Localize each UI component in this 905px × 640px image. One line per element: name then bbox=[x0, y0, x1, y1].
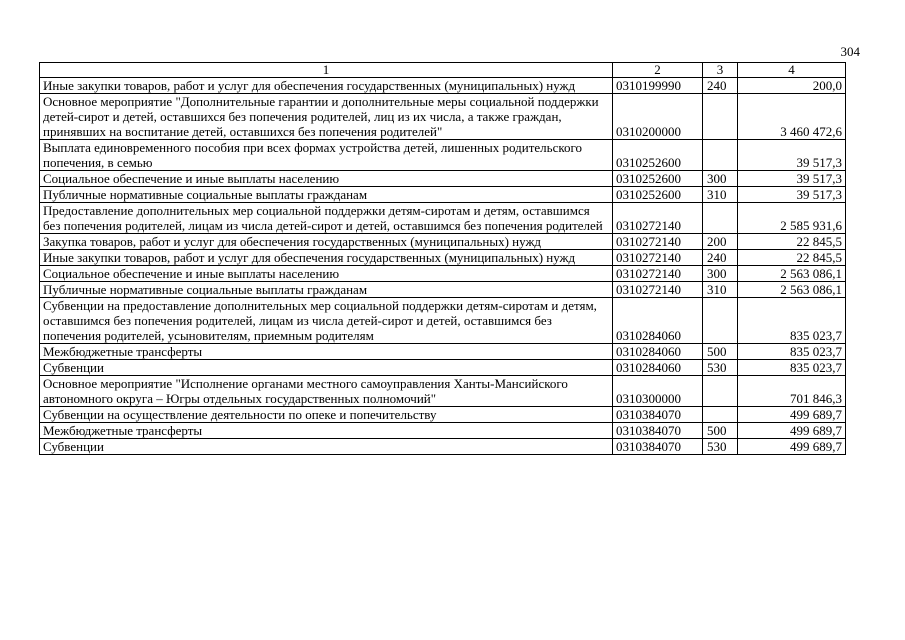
row-name-cell: Субвенции bbox=[40, 439, 613, 455]
row-name-cell: Иные закупки товаров, работ и услуг для обеспечения государственных (муниципальных) нужд bbox=[40, 78, 613, 94]
row-target-article-cell: 0310252600 bbox=[613, 187, 703, 203]
table-row bbox=[40, 187, 846, 203]
row-expense-type-cell: 300 bbox=[703, 266, 738, 282]
row-name-cell: Публичные нормативные социальные выплаты гражданам bbox=[40, 187, 613, 203]
row-name-cell: Субвенции bbox=[40, 360, 613, 376]
row-name-cell: Публичные нормативные социальные выплаты гражданам bbox=[40, 282, 613, 298]
row-expense-type-cell: 300 bbox=[703, 171, 738, 187]
row-amount-cell: 22 845,5 bbox=[738, 234, 846, 250]
table-row bbox=[40, 78, 846, 94]
row-name-cell: Основное мероприятие "Дополнительные гарантии и дополнительные меры социальной поддержки детей-сирот и детей, оставшихся без попечения родителей, лиц из их числа, а также граждан, принявших на воспитание детей, оставшихся без попечения родителей" bbox=[40, 94, 613, 140]
row-target-article-cell: 0310272140 bbox=[613, 250, 703, 266]
row-amount-cell: 2 585 931,6 bbox=[738, 203, 846, 234]
row-expense-type-cell: 240 bbox=[703, 78, 738, 94]
row-target-article-cell: 0310272140 bbox=[613, 234, 703, 250]
table-row bbox=[40, 298, 846, 344]
row-amount-cell: 39 517,3 bbox=[738, 187, 846, 203]
row-target-article-cell: 0310284060 bbox=[613, 360, 703, 376]
row-expense-type-cell: 200 bbox=[703, 234, 738, 250]
table-row bbox=[40, 250, 846, 266]
row-expense-type-cell: 500 bbox=[703, 344, 738, 360]
row-name-cell: Субвенции на предоставление дополнительных мер социальной поддержки детям-сиротам и детям, оставшимся без попечения родителей, лицам из числа детей-сирот и детей, оставшимся без попечения родителей, усыновителям, приемным родителям bbox=[40, 298, 613, 344]
row-amount-cell: 835 023,7 bbox=[738, 360, 846, 376]
row-target-article-cell: 0310284060 bbox=[613, 344, 703, 360]
table-row bbox=[40, 234, 846, 250]
row-expense-type-cell bbox=[703, 140, 738, 171]
table-row bbox=[40, 360, 846, 376]
row-amount-cell: 835 023,7 bbox=[738, 298, 846, 344]
header-col-4: 4 bbox=[738, 63, 846, 78]
table-row bbox=[40, 140, 846, 171]
row-expense-type-cell: 310 bbox=[703, 282, 738, 298]
header-col-2: 2 bbox=[613, 63, 703, 78]
page-number: 304 bbox=[840, 44, 860, 59]
header-col-3: 3 bbox=[703, 63, 738, 78]
table-row bbox=[40, 282, 846, 298]
row-amount-cell: 3 460 472,6 bbox=[738, 94, 846, 140]
row-target-article-cell: 0310272140 bbox=[613, 282, 703, 298]
row-amount-cell: 2 563 086,1 bbox=[738, 266, 846, 282]
row-name-cell: Субвенции на осуществление деятельности по опеке и попечительству bbox=[40, 407, 613, 423]
row-name-cell: Социальное обеспечение и иные выплаты населению bbox=[40, 171, 613, 187]
row-amount-cell: 39 517,3 bbox=[738, 171, 846, 187]
row-target-article-cell: 0310200000 bbox=[613, 94, 703, 140]
budget-table bbox=[39, 62, 846, 455]
row-expense-type-cell: 310 bbox=[703, 187, 738, 203]
row-amount-cell: 499 689,7 bbox=[738, 407, 846, 423]
row-amount-cell: 835 023,7 bbox=[738, 344, 846, 360]
row-expense-type-cell bbox=[703, 94, 738, 140]
row-target-article-cell: 0310252600 bbox=[613, 171, 703, 187]
row-name-cell: Межбюджетные трансферты bbox=[40, 344, 613, 360]
row-name-cell: Основное мероприятие "Исполнение органами местного самоуправления Ханты-Мансийского автономного округа – Югры отдельных государственных полномочий" bbox=[40, 376, 613, 407]
row-amount-cell: 200,0 bbox=[738, 78, 846, 94]
row-expense-type-cell bbox=[703, 407, 738, 423]
row-expense-type-cell: 240 bbox=[703, 250, 738, 266]
table-row bbox=[40, 344, 846, 360]
row-expense-type-cell bbox=[703, 203, 738, 234]
table-row bbox=[40, 94, 846, 140]
row-expense-type-cell: 530 bbox=[703, 439, 738, 455]
table-row bbox=[40, 171, 846, 187]
table-header-row bbox=[40, 63, 846, 78]
row-name-cell: Межбюджетные трансферты bbox=[40, 423, 613, 439]
row-target-article-cell: 0310300000 bbox=[613, 376, 703, 407]
row-target-article-cell: 0310199990 bbox=[613, 78, 703, 94]
table-row bbox=[40, 439, 846, 455]
row-expense-type-cell bbox=[703, 298, 738, 344]
row-name-cell: Предоставление дополнительных мер социальной поддержки детям-сиротам и детям, оставшимся без попечения родителей, лицам из числа детей-сирот и детей, оставшимся без попечения родителей bbox=[40, 203, 613, 234]
row-amount-cell: 2 563 086,1 bbox=[738, 282, 846, 298]
row-target-article-cell: 0310384070 bbox=[613, 439, 703, 455]
row-expense-type-cell: 500 bbox=[703, 423, 738, 439]
table-row bbox=[40, 423, 846, 439]
table-row bbox=[40, 203, 846, 234]
row-target-article-cell: 0310272140 bbox=[613, 266, 703, 282]
row-target-article-cell: 0310384070 bbox=[613, 407, 703, 423]
table-row bbox=[40, 376, 846, 407]
row-amount-cell: 22 845,5 bbox=[738, 250, 846, 266]
row-name-cell: Социальное обеспечение и иные выплаты населению bbox=[40, 266, 613, 282]
row-amount-cell: 499 689,7 bbox=[738, 439, 846, 455]
row-target-article-cell: 0310384070 bbox=[613, 423, 703, 439]
row-target-article-cell: 0310252600 bbox=[613, 140, 703, 171]
row-expense-type-cell: 530 bbox=[703, 360, 738, 376]
table-row bbox=[40, 266, 846, 282]
header-col-1: 1 bbox=[40, 63, 613, 78]
row-name-cell: Иные закупки товаров, работ и услуг для обеспечения государственных (муниципальных) нужд bbox=[40, 250, 613, 266]
row-amount-cell: 499 689,7 bbox=[738, 423, 846, 439]
table-row bbox=[40, 407, 846, 423]
row-amount-cell: 701 846,3 bbox=[738, 376, 846, 407]
row-target-article-cell: 0310284060 bbox=[613, 298, 703, 344]
row-name-cell: Закупка товаров, работ и услуг для обеспечения государственных (муниципальных) нужд bbox=[40, 234, 613, 250]
row-amount-cell: 39 517,3 bbox=[738, 140, 846, 171]
row-target-article-cell: 0310272140 bbox=[613, 203, 703, 234]
row-name-cell: Выплата единовременного пособия при всех формах устройства детей, лишенных родительского попечения, в семью bbox=[40, 140, 613, 171]
row-expense-type-cell bbox=[703, 376, 738, 407]
